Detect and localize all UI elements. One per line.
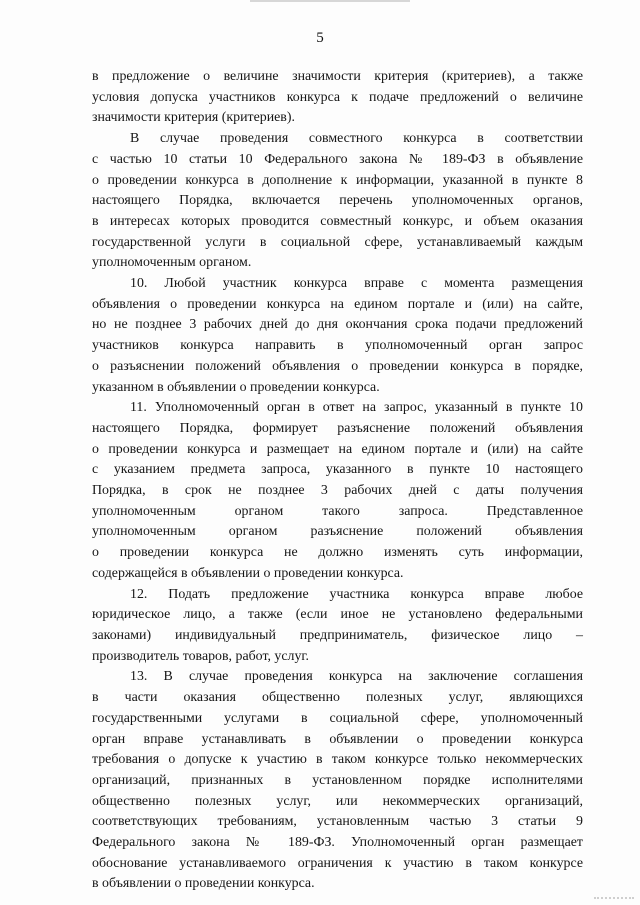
text-line: соответствующих требованиям, установленным частью 3 статьи 9: [92, 814, 583, 830]
text-line: государственной услуги в социальной сфере, устанавливаемый каждым: [92, 234, 583, 250]
paragraph: [92, 398, 583, 584]
text-line: Федерального закона № 189-ФЗ. Уполномоченный орган размещает: [92, 835, 583, 851]
text-line: в объявлении о проведении конкурса.: [92, 876, 315, 892]
text-line: производитель товаров, работ, услуг.: [92, 648, 309, 664]
text-line: государственными услугами в социальной сфере, уполномоченный: [92, 710, 583, 726]
text-line: Порядка, в срок не позднее 3 рабочих дней с даты получения: [92, 483, 583, 499]
text-line: организаций, признанных в установленном порядке исполнителями: [92, 772, 583, 788]
text-line: юридическое лицо, а также (если иное не установлено федеральными: [92, 607, 583, 623]
text-line: настоящего Порядка, формирует разъяснение положений объявления: [92, 420, 583, 436]
text-line: 13. В случае проведения конкурса на заключение соглашения: [130, 669, 583, 685]
text-line: орган вправе устанавливать в объявлении о проведении конкурса: [92, 731, 583, 747]
text-line: содержащейся в объявлении о проведении конкурса.: [92, 565, 404, 581]
document-body: [92, 67, 583, 895]
scan-artifact: [594, 894, 634, 899]
text-line: 11. Уполномоченный орган в ответ на запрос, указанный в пункте 10: [130, 400, 583, 416]
text-line: уполномоченным органом такого запроса. Представленное: [92, 503, 583, 519]
text-line: общественно полезных услуг, или некоммерческих организаций,: [92, 793, 583, 809]
text-line: условия допуска участников конкурса к подаче предложений о величине: [92, 89, 583, 105]
text-line: с указанием предмета запроса, указанного в пункте 10 настоящего: [92, 462, 583, 478]
text-line: значимости критерия (критериев).: [92, 110, 295, 126]
text-line: указанном в объявлении о проведении конкурса.: [92, 379, 380, 395]
text-line: 10. Любой участник конкурса вправе с момента размещения: [130, 276, 583, 292]
text-line: уполномоченным органом разъяснение положений объявления: [92, 524, 583, 540]
text-line: о проведении конкурса в дополнение к информации, указанной в пункте 8: [92, 172, 583, 188]
text-line: о проведении конкурса и размещает на едином портале и (или) на сайте: [92, 441, 583, 457]
text-line: обоснование устанавливаемого ограничения к участию в таком конкурсе: [92, 855, 583, 871]
page-number: 5: [316, 30, 324, 46]
text-line: 12. Подать предложение участника конкурса вправе любое: [130, 586, 583, 602]
text-line: с частью 10 статьи 10 Федерального закона № 189-ФЗ в объявление: [92, 151, 583, 167]
paragraph: [92, 585, 583, 668]
text-line: но не позднее 3 рабочих дней до дня окончания срока подачи предложений: [92, 317, 583, 333]
paragraph: [92, 67, 583, 129]
text-line: о проведении конкурса не должно изменять суть информации,: [92, 545, 583, 561]
text-line: о разъяснении положений объявления о проведении конкурса в порядке,: [92, 358, 583, 374]
text-line: в предложение о величине значимости критерия (критериев), а также: [92, 69, 583, 84]
text-line: В случае проведения совместного конкурса в соответствии: [130, 131, 583, 147]
text-line: участников конкурса направить в уполномоченный орган запрос: [92, 338, 583, 354]
text-line: настоящего Порядка, включается перечень уполномоченных органов,: [92, 193, 583, 209]
paragraph: [92, 274, 583, 398]
text-line: в части оказания общественно полезных услуг, являющихся: [92, 690, 583, 706]
text-line: объявления о проведении конкурса на едином портале и (или) на сайте,: [92, 296, 583, 312]
paragraph: [92, 129, 583, 274]
paragraph: [92, 667, 583, 895]
scan-artifact: [250, 0, 410, 2]
text-line: законами) индивидуальный предприниматель, физическое лицо –: [92, 627, 583, 643]
text-line: в интересах которых проводится совместный конкурс, и объем оказания: [92, 213, 583, 229]
text-line: уполномоченным органом.: [92, 255, 252, 271]
text-line: требования о допуске к участию в таком конкурсе только некоммерческих: [92, 752, 583, 768]
